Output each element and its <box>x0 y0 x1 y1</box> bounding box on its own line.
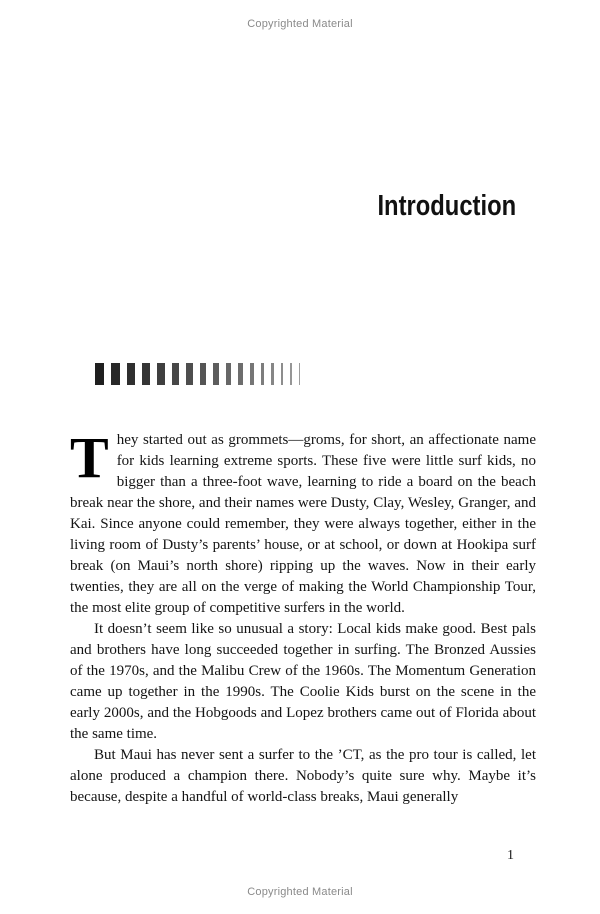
decorative-bar <box>111 363 120 385</box>
paragraph-3: But Maui has never sent a surfer to the ’CT, as the pro tour is called, let alone produced a champion there. Nobody’s quite sure why. Maybe it’s because, despite a handful of world-class breaks, Maui generally <box>70 747 536 805</box>
paragraph-2: It doesn’t seem like so unusual a story: Local kids make good. Best pals and brothers have long succeeded together in surfing. The Bronzed Aussies of the 1970s, and the Malibu Crew of the 1960s. The Momentum Generation came up together in the 1990s. The Coolie Kids burst on the scene in the early 2000s, and the Hobgoods and Lopez brothers came out of Florida about the same time. <box>70 621 536 742</box>
decorative-bar <box>200 363 206 385</box>
drop-cap: T <box>70 425 109 490</box>
page-number: 1 <box>507 848 514 863</box>
paragraph-1 <box>70 425 536 619</box>
copyright-notice-top: Copyrighted Material <box>247 18 353 30</box>
decorative-bar <box>261 363 264 385</box>
decorative-bar <box>281 363 283 385</box>
chapter-title: Introduction <box>377 190 516 222</box>
decorative-bar <box>142 363 150 385</box>
paragraph-1-text: hey started out as grommets—groms, for short, an affectionate name for kids learning extreme sports. These five were little surf kids, no bigger than a three-foot wave, learning to ride a board on the beach break near the shore, and their names were Dusty, Clay, Wesley, Granger, and Kai. Since anyone could remember, they were always together, either in the living room of Dusty’s parents’ house, or at school, or down at Hookipa surf break (on Maui’s north shore) ripping up the waves. Now in their early twenties, they are all on the verge of making the World Championship Tour, the most elite group of competitive surfers in the world. <box>70 432 536 616</box>
decorative-bar <box>172 363 179 385</box>
decorative-bar <box>238 363 243 385</box>
body-text <box>70 425 536 808</box>
copyright-notice-bottom: Copyrighted Material <box>247 886 353 898</box>
decorative-bar <box>290 363 292 385</box>
decorative-bar <box>213 363 219 385</box>
decorative-bar <box>271 363 274 385</box>
decorative-bars <box>95 363 300 385</box>
decorative-bar <box>127 363 135 385</box>
decorative-bar <box>186 363 193 385</box>
decorative-bar <box>226 363 231 385</box>
decorative-bar <box>250 363 254 385</box>
decorative-bar <box>95 363 104 385</box>
decorative-bar <box>157 363 165 385</box>
decorative-bar <box>299 363 300 385</box>
